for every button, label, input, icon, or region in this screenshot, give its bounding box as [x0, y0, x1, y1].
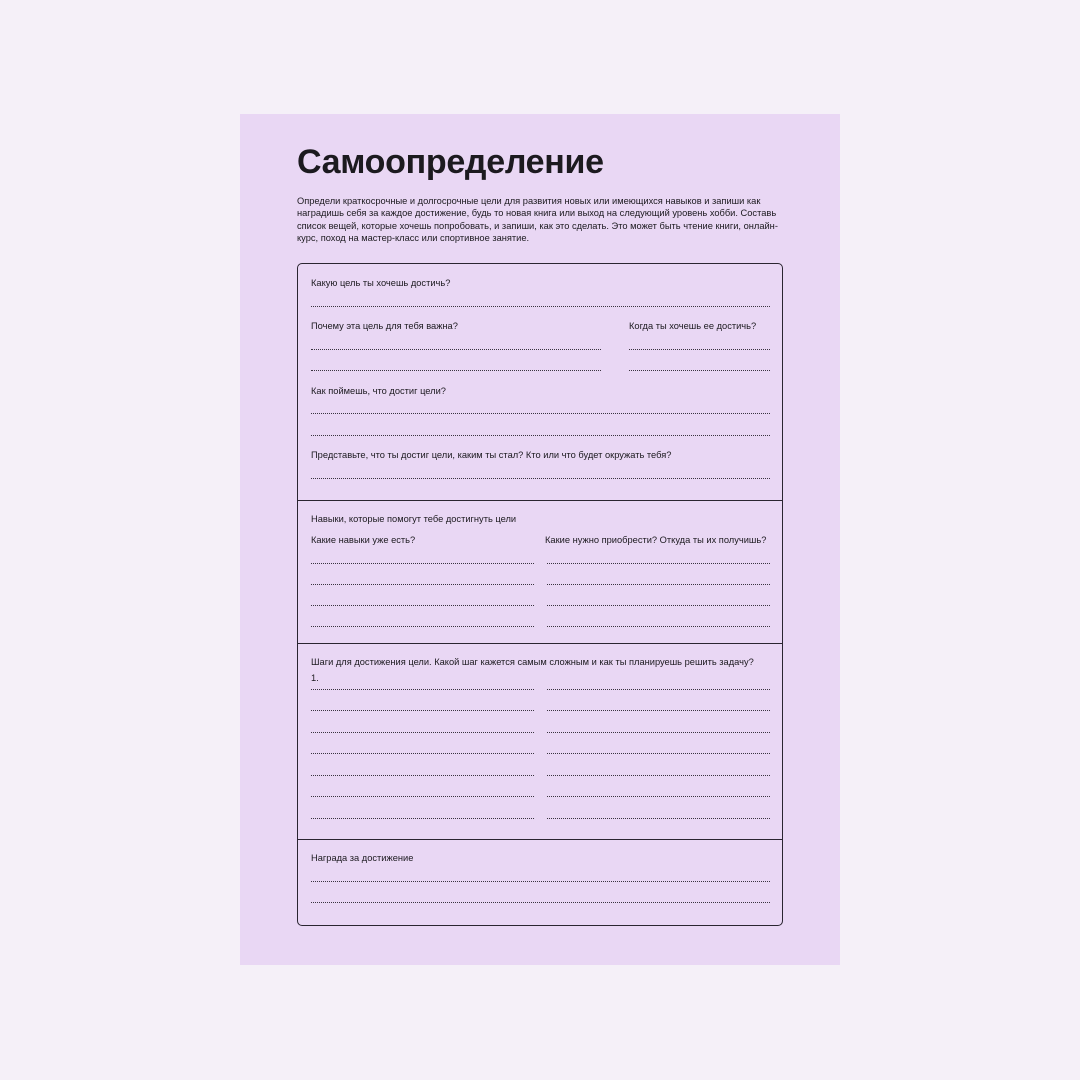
- reward-heading: Награда за достижение: [311, 853, 414, 863]
- steps-line[interactable]: [311, 753, 534, 754]
- goal-answer-line[interactable]: [311, 306, 770, 307]
- steps-line[interactable]: [311, 818, 534, 819]
- skills-section: [298, 500, 782, 644]
- skills-need-line[interactable]: [547, 605, 770, 606]
- skills-have-line[interactable]: [311, 626, 534, 627]
- reward-line[interactable]: [311, 902, 770, 903]
- steps-line[interactable]: [311, 689, 534, 690]
- steps-line[interactable]: [547, 710, 770, 711]
- skills-have-line[interactable]: [311, 584, 534, 585]
- steps-heading: Шаги для достижения цели. Какой шаг кажется самым сложным и как ты планируешь решить задачу?: [311, 657, 754, 667]
- intro-text: Определи краткосрочные и долгосрочные цели для развития новых или имеющихся навыков и запиши как наградишь себя за каждое достижение, будь то новая книга или выход на следующий уровень хобби. Составь список вещей, которые хочешь попробовать, и запиши, как это сделать. Это может быть чтение книги, онлайн-курс, поход на мастер-класс или спортивное занятие.: [297, 196, 778, 243]
- goal-question: Какую цель ты хочешь достичь?: [311, 278, 451, 288]
- how-know-answer-line[interactable]: [311, 435, 770, 436]
- steps-line[interactable]: [311, 775, 534, 776]
- why-answer-line[interactable]: [311, 370, 601, 371]
- skills-need-line[interactable]: [547, 563, 770, 564]
- when-question: Когда ты хочешь ее достичь?: [629, 321, 757, 331]
- steps-section: [298, 643, 782, 840]
- skills-have-label: Какие навыки уже есть?: [311, 535, 416, 545]
- skills-have-line[interactable]: [311, 605, 534, 606]
- steps-number: 1.: [311, 673, 319, 683]
- steps-line[interactable]: [311, 796, 534, 797]
- how-know-question: Как поймешь, что достиг цели?: [311, 386, 446, 396]
- goal-section: [298, 264, 782, 500]
- when-answer-line[interactable]: [629, 370, 770, 371]
- skills-have-line[interactable]: [311, 563, 534, 564]
- why-question: Почему эта цель для тебя важна?: [311, 321, 458, 331]
- why-answer-line[interactable]: [311, 349, 601, 350]
- steps-line[interactable]: [311, 710, 534, 711]
- worksheet-page: [240, 114, 840, 965]
- skills-need-line[interactable]: [547, 626, 770, 627]
- reward-line[interactable]: [311, 881, 770, 882]
- steps-line[interactable]: [547, 689, 770, 690]
- skills-need-label: Какие нужно приобрести? Откуда ты их получишь?: [545, 535, 767, 545]
- when-answer-line[interactable]: [629, 349, 770, 350]
- steps-line[interactable]: [547, 796, 770, 797]
- skills-need-line[interactable]: [547, 584, 770, 585]
- imagine-answer-line[interactable]: [311, 478, 770, 479]
- steps-line[interactable]: [311, 732, 534, 733]
- worksheet-card: [297, 263, 783, 926]
- steps-line[interactable]: [547, 775, 770, 776]
- imagine-question: Представьте, что ты достиг цели, каким ты стал? Кто или что будет окружать тебя?: [311, 450, 672, 460]
- page-title: Самоопределение: [297, 143, 604, 181]
- steps-line[interactable]: [547, 732, 770, 733]
- reward-section: [298, 839, 782, 926]
- how-know-answer-line[interactable]: [311, 413, 770, 414]
- skills-heading: Навыки, которые помогут тебе достигнуть цели: [311, 514, 517, 524]
- steps-line[interactable]: [547, 753, 770, 754]
- steps-line[interactable]: [547, 818, 770, 819]
